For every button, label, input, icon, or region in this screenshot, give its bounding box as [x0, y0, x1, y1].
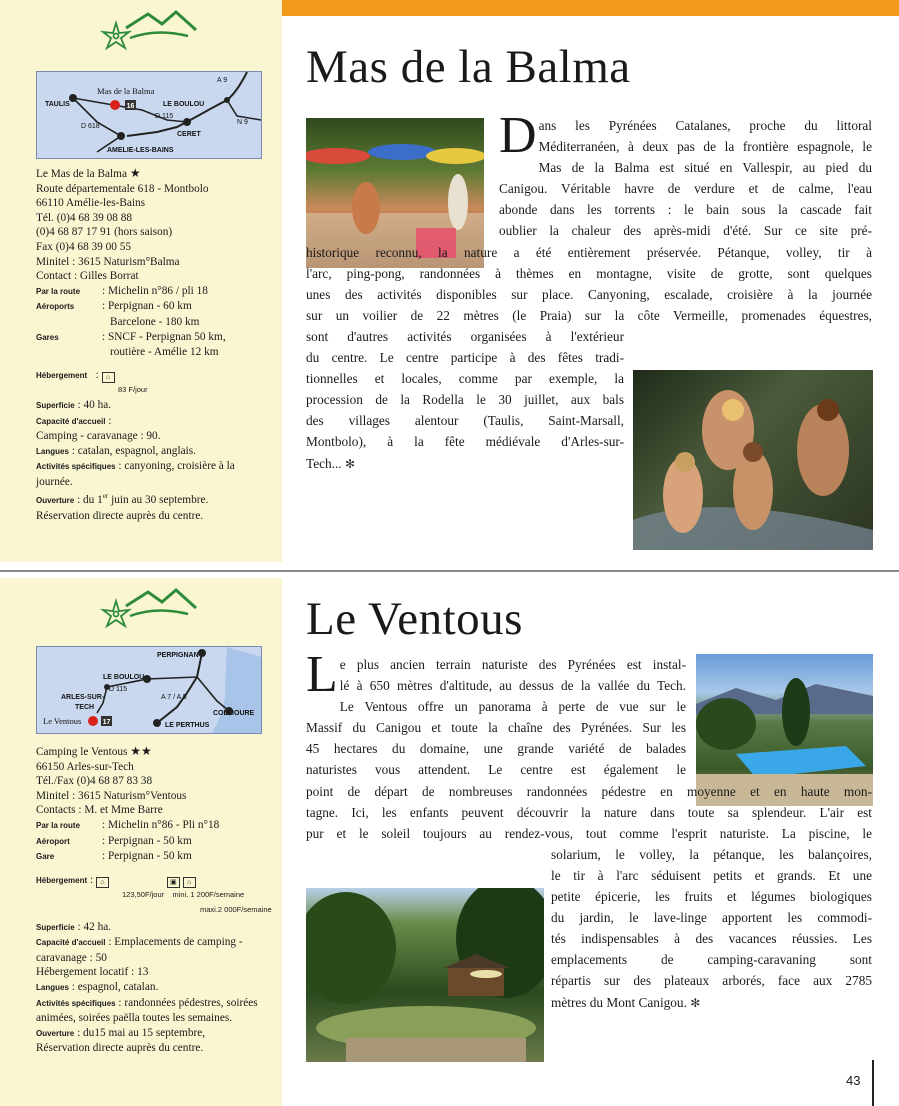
- page-title-mas-de-la-balma: Mas de la Balma: [306, 41, 631, 93]
- rating-star-icon: ★: [129, 166, 141, 180]
- contact: Contact : Gilles Borrat: [36, 270, 139, 283]
- text-line: 45 hectares du domaine, une grande variété de balades: [306, 741, 686, 757]
- text-line: mètres du Mont Canigou.: [551, 994, 687, 1010]
- lodging-colon: :: [95, 368, 99, 381]
- lodging-price-day: 123,50F/jour: [122, 890, 165, 900]
- bungalow-icon: ⌂: [96, 877, 109, 888]
- capacity-label: Capacité d'accueil: [36, 938, 106, 948]
- map-label-collioure: COLLIOURE: [213, 710, 255, 717]
- lodging-label: Hébergement: [36, 370, 88, 380]
- center-name: Le Mas de la Balma: [36, 168, 127, 180]
- activities-label: Activités spécifiques: [36, 998, 116, 1008]
- map-label-site: Le Ventous: [43, 716, 82, 726]
- text-line: répartis sur des plateaux arborés, face aux 2785: [551, 973, 872, 989]
- location-map-le-ventous: [36, 646, 262, 734]
- map-label-le-boulou: LE BOULOU: [103, 674, 145, 681]
- stations-value-2: routière - Amélie 12 km: [110, 346, 219, 359]
- minitel: Minitel : 3615 Naturism°Balma: [36, 255, 180, 268]
- edelweiss-mountain-logo-icon: [96, 6, 200, 54]
- text-line: du centre. Le centre participe à des fêtes tradi-: [306, 350, 624, 366]
- edelweiss-ornament-icon: ✻: [344, 456, 356, 471]
- map-label-a7-a9: A 7 / A 9: [161, 694, 187, 701]
- capacity-label: Capacité d'accueil: [36, 416, 106, 426]
- text-line: oublier la chaleur des après-midi d'été. Sur ce site pré-: [499, 223, 872, 239]
- map-label-n9: N 9: [237, 119, 248, 126]
- info-block-mas-de-la-balma: [36, 166, 268, 523]
- route-label: Par la route: [36, 820, 81, 830]
- text-line: du jardin, le lave-linge apportent les commodi-: [551, 910, 872, 926]
- map-label-tech: TECH: [75, 704, 95, 711]
- center-name: Camping le Ventous: [36, 746, 128, 758]
- text-line: emplacements de camping-caravaning sont: [551, 952, 872, 968]
- airport-value: : Perpignan - 50 km: [102, 834, 192, 847]
- text-line: tionnelles et locales, comme par exemple, la: [306, 371, 624, 387]
- edelweiss-ornament-icon: ✻: [690, 995, 701, 1010]
- page-number-rule: [872, 1060, 874, 1106]
- languages-label: Langues: [36, 446, 69, 456]
- phone-fax: Tél./Fax (0)4 68 87 83 38: [36, 775, 153, 788]
- text-line: le tir à l'arc séduisent petits et grands. Et une: [551, 867, 872, 883]
- rental-lodging: Hébergement locatif : 13: [36, 966, 149, 979]
- airport-value-2: Barcelone - 180 km: [110, 315, 200, 328]
- map-label-arles: ARLES-SUR-: [61, 694, 105, 701]
- route-value: : Michelin n°86 / pli 18: [102, 284, 208, 297]
- map-site-number: 16: [126, 103, 135, 110]
- activities-value: : randonnées pédestres, soirées animées, soirées paëlla toutes les semaines.: [36, 996, 258, 1025]
- text-line: tagne. Ici, les enfants peuvent découvrir la nature dans toute sa splendeur. L'air est: [306, 804, 872, 820]
- text-line: Massif du Canigou et toute la chaîne des Pyrénées. Sur les: [306, 720, 686, 736]
- lodging-price-week-min: mini. 1 200F/semaine: [172, 890, 245, 900]
- text-line: lé à 650 mètres d'altitude, au dessus de la vallée du Tech.: [339, 678, 686, 694]
- reservation-note: Réservation directe auprès du centre.: [36, 509, 204, 522]
- area-value: : 40 ha.: [77, 398, 112, 411]
- area-label: Superficie: [36, 400, 75, 410]
- activities-value: : canyoning, croisière à la journée.: [36, 460, 235, 488]
- info-block-le-ventous: [36, 744, 272, 1056]
- text-line: ans les Pyrénées Catalanes, proche du littoral: [538, 118, 872, 133]
- text-line: Canigou. Véritable havre de verdure et de calme, l'eau: [499, 181, 872, 197]
- lodging-label: Hébergement: [36, 875, 88, 885]
- page-number: 43: [846, 1073, 861, 1088]
- map-label-perpignan: PERPIGNAN: [157, 652, 199, 659]
- map-label-d115: D 115: [109, 686, 128, 693]
- text-line: sur un voilier de 22 mètres (le Praia) sur la côte Vermeille, promenades équestres,: [306, 307, 872, 323]
- text-line: procession de la Rodella le 30 juillet, aux bals: [306, 392, 624, 408]
- drop-cap: L: [306, 646, 338, 703]
- address-line: Route départementale 618 - Montbolo: [36, 182, 209, 195]
- area-label: Superficie: [36, 922, 75, 932]
- text-line: sont d'autres activités organisées à l'extérieur: [306, 328, 624, 344]
- map-site-number: 17: [102, 719, 111, 726]
- reservation-note: Réservation directe auprès du centre.: [36, 1042, 204, 1055]
- station-label: Gare: [36, 852, 55, 862]
- text-line: solarium, le volley, la pétanque, les balançoires,: [551, 846, 872, 862]
- body-text-le-ventous: [306, 646, 872, 1014]
- phone-off-season: (0)4 68 87 17 91 (hors saison): [36, 226, 173, 239]
- opening-ordinal: er: [102, 492, 109, 501]
- text-line: l'arc, ping-pong, randonnées à thèmes en montagne, visite de grotte, sont quelques: [306, 265, 872, 281]
- map-label-taulis: TAULIS: [45, 101, 70, 108]
- map-label-le-boulou: LE BOULOU: [163, 101, 205, 108]
- text-line: Méditerranéen, à deux pas de la frontière espagnole, le: [538, 139, 872, 155]
- map-label-d618: D 618: [81, 123, 100, 130]
- text-line: des villages alentour (Taulis, Saint-Marsall,: [306, 413, 624, 429]
- text-line: Tech...: [306, 455, 342, 471]
- route-value: : Michelin n°86 - Pli n°18: [102, 818, 220, 831]
- chalet-icon: ⌂: [183, 877, 196, 888]
- stations-label: Gares: [36, 332, 59, 342]
- lodging-price-week-max: maxi.2 000F/semaine: [200, 904, 272, 914]
- body-text-mas-de-la-balma: [306, 107, 872, 475]
- route-label: Par la route: [36, 286, 81, 296]
- text-line: naturistes vous attendent. Le centre est également le: [306, 762, 686, 778]
- capacity-value: : Emplacements de camping -caravanage : 50: [36, 936, 243, 964]
- airport-label: Aéroport: [36, 836, 70, 846]
- phone: Tél. (0)4 68 39 08 88: [36, 211, 133, 224]
- airport-label: Aéroports: [36, 302, 75, 312]
- text-line: unes des activités disponibles sur place. Canyoning, escalade, croisière à la journée: [306, 286, 872, 302]
- station-value: : Perpignan - 50 km: [102, 850, 192, 863]
- stations-value: : SNCF - Perpignan 50 km,: [102, 330, 226, 343]
- minitel: Minitel : 3615 Naturism°Ventous: [36, 789, 187, 802]
- text-line: historique reconnu, la nature a été entièrement préservée. Pétanque, volley, tir à: [306, 244, 872, 260]
- opening-label: Ouverture: [36, 1028, 75, 1038]
- fax: Fax (0)4 68 39 00 55: [36, 240, 132, 253]
- capacity-colon: :: [108, 414, 112, 427]
- text-line: point de départ de nombreuses randonnées pédestre en moyenne et en haute mon-: [306, 783, 872, 799]
- text-line: pur et le soleil toujours au rendez-vous, tout comme l'esprit naturiste. La piscine, le: [306, 825, 872, 841]
- map-label-le-perthus: LE PERTHUS: [165, 722, 210, 729]
- drop-cap: D: [499, 107, 537, 164]
- opening-value-end: juin au 30 septembre.: [108, 494, 209, 507]
- caravan-icon: ▣: [167, 877, 180, 888]
- opening-label: Ouverture: [36, 496, 75, 506]
- capacity-value: Camping - caravanage : 90.: [36, 430, 161, 443]
- opening-value: : du15 mai au 15 septembre,: [77, 1026, 206, 1039]
- lodging-price: 83 F/jour: [118, 385, 148, 395]
- text-line: petite épicerie, les fruits et légumes biologiques: [551, 889, 872, 905]
- edelweiss-mountain-logo-icon: [96, 584, 200, 632]
- address-city: 66110 Amélie-les-Bains: [36, 197, 146, 210]
- rating-stars-icon: ★★: [130, 744, 152, 758]
- lodging-colon: :: [89, 873, 94, 886]
- section-divider: [0, 570, 899, 572]
- text-line: Le Ventous offre un panorama à perte de vue sur le: [339, 699, 686, 715]
- map-label-a9: A 9: [217, 77, 228, 84]
- map-label-site: Mas de la Balma: [97, 86, 155, 96]
- languages-label: Langues: [36, 982, 69, 992]
- text-line: e plus ancien terrain naturiste des Pyrénées est instal-: [339, 657, 686, 672]
- map-label-ceret: CERET: [177, 131, 201, 138]
- map-label-amelie: AMELIE-LES-BAINS: [107, 147, 174, 154]
- activities-label: Activités spécifiques: [36, 462, 116, 472]
- airport-value: : Perpignan - 60 km: [102, 300, 192, 313]
- bungalow-icon: ⌂: [102, 372, 115, 383]
- opening-value-start: : du 1: [77, 494, 103, 507]
- languages-value: : catalan, espagnol, anglais.: [71, 444, 196, 457]
- address-city: 66150 Arles-sur-Tech: [36, 760, 134, 773]
- text-line: abonde dans les torrents : le bain sous la cascade fait: [499, 202, 872, 218]
- map-label-d115: D 115: [155, 113, 174, 120]
- text-line: Mas de la Balma est situé en Vallespir, au pied du: [538, 160, 872, 176]
- page-title-le-ventous: Le Ventous: [306, 593, 523, 645]
- text-line: Montbolo), à la fête médiévale d'Arles-sur-: [306, 434, 624, 450]
- location-map-mas-de-la-balma: [36, 71, 262, 159]
- area-value: : 42 ha.: [77, 920, 112, 933]
- contacts: Contacts : M. et Mme Barre: [36, 804, 163, 817]
- languages-value: : espagnol, catalan.: [71, 980, 159, 993]
- top-accent-bar: [280, 0, 899, 16]
- text-line: tés indispensables à des vacances réussies. Les: [551, 931, 872, 947]
